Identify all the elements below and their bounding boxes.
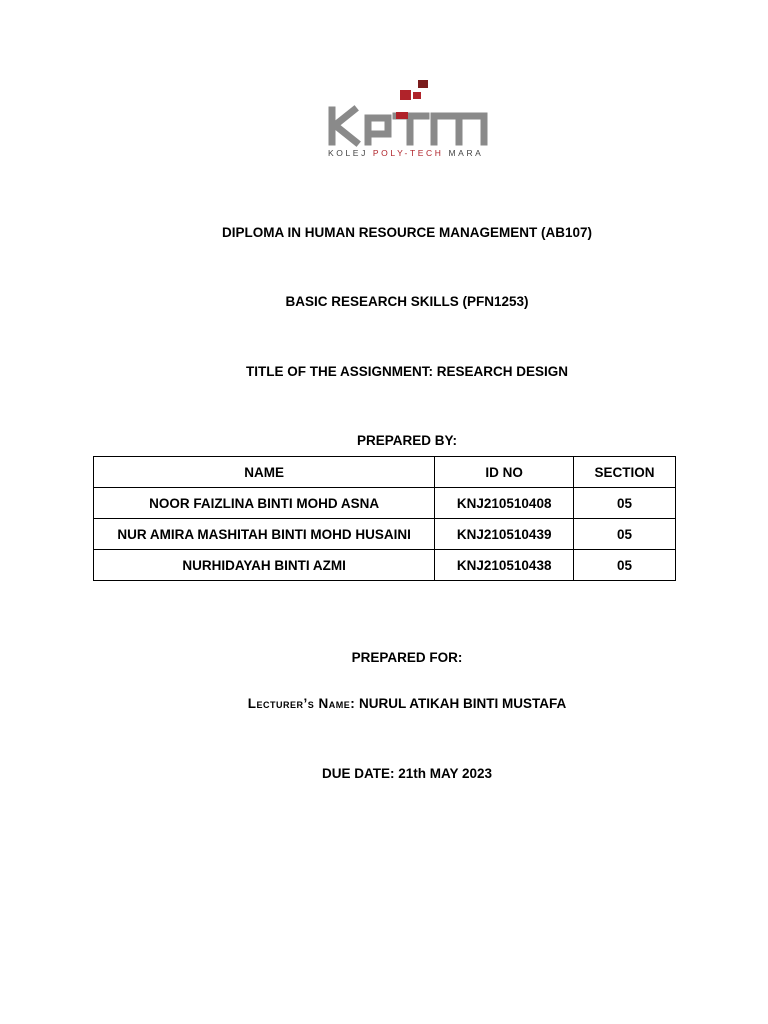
course-title: BASIC RESEARCH SKILLS (PFN1253) [285, 294, 529, 309]
assignment-title: TITLE OF THE ASSIGNMENT: RESEARCH DESIGN [245, 364, 569, 379]
member-section: 05 [574, 550, 676, 581]
logo-tagline-part-3: MARA [443, 148, 484, 158]
logo-tagline-part-1: KOLEJ [328, 148, 373, 158]
lecturer-label: Lecturer’s Name: [247, 696, 356, 711]
member-id: KNJ210510439 [435, 519, 574, 550]
table-row [94, 550, 676, 581]
logo-tagline-part-2: POLY-TECH [372, 148, 444, 158]
member-section: 05 [574, 519, 676, 550]
table-row [94, 488, 676, 519]
member-name: NUR AMIRA MASHITAH BINTI MOHD HUSAINI [94, 519, 435, 550]
member-name: NOOR FAIZLINA BINTI MOHD ASNA [94, 488, 435, 519]
due-date: DUE DATE: 21th MAY 2023 [321, 766, 493, 781]
members-table [93, 456, 676, 581]
kptm-logo [322, 76, 494, 162]
header-id-no: ID NO [435, 457, 574, 488]
member-name: NURHIDAYAH BINTI AZMI [94, 550, 435, 581]
member-section: 05 [574, 488, 676, 519]
lecturer-name: NURUL ATIKAH BINTI MUSTAFA [359, 696, 567, 711]
table-row [94, 519, 676, 550]
header-section: SECTION [574, 457, 676, 488]
kptm-logo-graphic [322, 76, 494, 162]
header-name: NAME [94, 457, 435, 488]
member-id: KNJ210510408 [435, 488, 574, 519]
svg-text:KOLEJ POLY-TECH MARA [328, 148, 483, 158]
program-title: DIPLOMA IN HUMAN RESOURCE MANAGEMENT (AB107) [221, 225, 592, 240]
prepared-for-label: PREPARED FOR: [351, 650, 463, 665]
prepared-by-label: PREPARED BY: [356, 433, 457, 448]
members-table-header [94, 457, 676, 488]
lecturer-line [0, 696, 768, 712]
member-id: KNJ210510438 [435, 550, 574, 581]
